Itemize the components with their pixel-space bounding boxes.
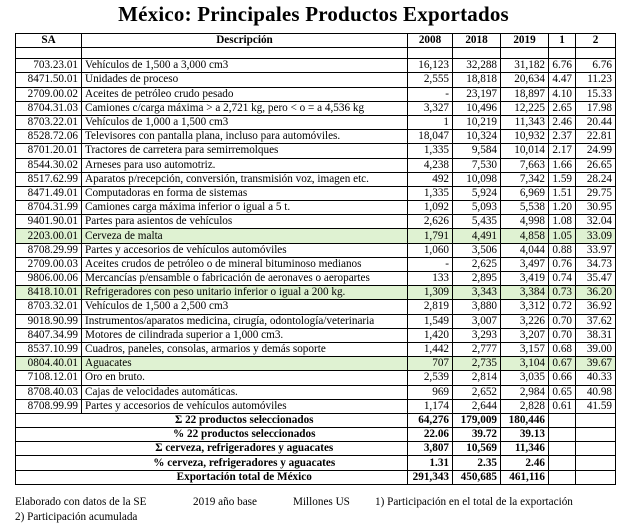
summary-row — [16, 456, 616, 470]
share-cell: 1.59 — [549, 172, 576, 186]
value-2018-cell: 3,293 — [453, 328, 501, 342]
empty-cell — [16, 442, 82, 456]
empty-cell — [576, 470, 616, 484]
description-cell: Vehículos de 1,500 a 3,000 cm3 — [82, 59, 408, 73]
value-2008-cell: 2,626 — [408, 215, 453, 229]
value-2008-cell: 2,555 — [408, 73, 453, 87]
empty-cell — [549, 48, 576, 59]
value-2019-cell: 3,419 — [501, 272, 549, 286]
value-2019-cell: 3,312 — [501, 300, 549, 314]
sa-code-cell: 8708.99.99 — [16, 399, 82, 413]
value-2019-cell: 5,538 — [501, 201, 549, 215]
sa-code-cell: 8704.31.03 — [16, 101, 82, 115]
value-2008-cell: 1,791 — [408, 229, 453, 243]
product-row — [16, 272, 616, 286]
value-2019-cell: 7,342 — [501, 172, 549, 186]
description-cell: Partes y accesorios de vehículos automóviles — [82, 399, 408, 413]
empty-cell — [16, 470, 82, 484]
empty-cell — [576, 413, 616, 427]
summary-2008-cell: 3,807 — [408, 442, 453, 456]
value-2008-cell: 1,174 — [408, 399, 453, 413]
empty-cell — [576, 428, 616, 442]
cumulative-share-cell: 30.95 — [576, 201, 616, 215]
product-row — [16, 286, 616, 300]
cumulative-share-cell: 17.98 — [576, 101, 616, 115]
cumulative-share-cell: 36.92 — [576, 300, 616, 314]
header-descripcion: Descripción — [82, 34, 408, 48]
summary-2019-cell: 2.46 — [501, 456, 549, 470]
summary-2018-cell: 39.72 — [453, 428, 501, 442]
cumulative-share-cell: 24.99 — [576, 144, 616, 158]
cumulative-share-cell: 40.33 — [576, 371, 616, 385]
description-cell: Refrigeradores con peso unitario inferior o igual a 200 kg. — [82, 286, 408, 300]
cumulative-share-cell: 33.09 — [576, 229, 616, 243]
summary-2008-cell: 1.31 — [408, 456, 453, 470]
value-2018-cell: 5,435 — [453, 215, 501, 229]
description-cell: Oro en bruto. — [82, 371, 408, 385]
value-2018-cell: 2,895 — [453, 272, 501, 286]
header-col-2: 2 — [576, 34, 616, 48]
share-cell: 1.51 — [549, 186, 576, 200]
share-cell: 0.68 — [549, 342, 576, 356]
cumulative-share-cell: 36.20 — [576, 286, 616, 300]
value-2018-cell: 7,530 — [453, 158, 501, 172]
share-cell: 0.65 — [549, 385, 576, 399]
share-cell: 1.05 — [549, 229, 576, 243]
value-2018-cell: 10,324 — [453, 130, 501, 144]
product-row — [16, 257, 616, 271]
product-row — [16, 300, 616, 314]
product-row — [16, 59, 616, 73]
summary-2008-cell: 22.06 — [408, 428, 453, 442]
share-cell: 2.37 — [549, 130, 576, 144]
value-2008-cell: 1,442 — [408, 342, 453, 356]
sa-code-cell: 9806.00.06 — [16, 272, 82, 286]
summary-row — [16, 442, 616, 456]
value-2018-cell: 5,924 — [453, 186, 501, 200]
cumulative-share-cell: 37.62 — [576, 314, 616, 328]
empty-cell — [16, 456, 82, 470]
sa-code-cell: 8407.34.99 — [16, 328, 82, 342]
summary-2019-cell: 11,346 — [501, 442, 549, 456]
value-2018-cell: 2,777 — [453, 342, 501, 356]
product-row — [16, 215, 616, 229]
value-2008-cell: - — [408, 87, 453, 101]
value-2018-cell: 10,496 — [453, 101, 501, 115]
summary-2019-cell: 39.13 — [501, 428, 549, 442]
sa-code-cell: 8703.32.01 — [16, 300, 82, 314]
value-2008-cell: 1,309 — [408, 286, 453, 300]
header-2008: 2008 — [408, 34, 453, 48]
sa-code-cell: 8517.62.99 — [16, 172, 82, 186]
sa-code-cell: 8703.22.01 — [16, 115, 82, 129]
share-cell: 1.08 — [549, 215, 576, 229]
share-cell: 1.66 — [549, 158, 576, 172]
value-2008-cell: 16,123 — [408, 59, 453, 73]
value-2019-cell: 2,828 — [501, 399, 549, 413]
share-cell: 4.47 — [549, 73, 576, 87]
footer-base-year: 2019 año base — [193, 496, 258, 508]
header-2019: 2019 — [501, 34, 549, 48]
header-sa: SA — [16, 34, 82, 48]
sa-code-cell: 8471.50.01 — [16, 73, 82, 87]
summary-2018-cell: 10,569 — [453, 442, 501, 456]
share-cell: 0.74 — [549, 272, 576, 286]
summary-2019-cell: 180,446 — [501, 413, 549, 427]
value-2008-cell: 1,549 — [408, 314, 453, 328]
value-2008-cell: 1,335 — [408, 186, 453, 200]
footer-units: Millones US — [293, 496, 350, 508]
value-2018-cell: 3,007 — [453, 314, 501, 328]
exports-table — [15, 33, 616, 485]
description-cell: Tractores de carretera para semirremolques — [82, 144, 408, 158]
value-2019-cell: 11,343 — [501, 115, 549, 129]
share-cell: 0.70 — [549, 328, 576, 342]
description-cell: Vehículos de 1,000 a 1,500 cm3 — [82, 115, 408, 129]
value-2018-cell: 2,644 — [453, 399, 501, 413]
product-row — [16, 186, 616, 200]
cumulative-share-cell: 35.47 — [576, 272, 616, 286]
summary-row — [16, 428, 616, 442]
footer-note-2: 2) Participación acumulada — [15, 511, 138, 523]
empty-cell — [16, 428, 82, 442]
product-row — [16, 172, 616, 186]
cumulative-share-cell: 29.75 — [576, 186, 616, 200]
value-2008-cell: 1,060 — [408, 243, 453, 257]
value-2019-cell: 18,897 — [501, 87, 549, 101]
cumulative-share-cell: 11.23 — [576, 73, 616, 87]
value-2008-cell: 3,327 — [408, 101, 453, 115]
value-2008-cell: 1,420 — [408, 328, 453, 342]
product-row — [16, 101, 616, 115]
cumulative-share-cell: 32.04 — [576, 215, 616, 229]
share-cell: 4.10 — [549, 87, 576, 101]
share-cell: 0.72 — [549, 300, 576, 314]
value-2019-cell: 6,969 — [501, 186, 549, 200]
value-2008-cell: 1,335 — [408, 144, 453, 158]
value-2018-cell: 18,818 — [453, 73, 501, 87]
summary-2008-cell: 291,343 — [408, 470, 453, 484]
share-cell: 2.65 — [549, 101, 576, 115]
sa-code-cell: 2203.00.01 — [16, 229, 82, 243]
value-2008-cell: 18,047 — [408, 130, 453, 144]
empty-cell — [576, 442, 616, 456]
share-cell: 0.88 — [549, 243, 576, 257]
summary-label-cell: % cerveza, refrigeradores y aguacates — [82, 456, 408, 470]
empty-cell — [549, 442, 576, 456]
header-row — [16, 34, 616, 48]
value-2018-cell: 32,288 — [453, 59, 501, 73]
empty-cell — [549, 428, 576, 442]
sa-code-cell: 8708.29.99 — [16, 243, 82, 257]
header-col-1: 1 — [549, 34, 576, 48]
product-row — [16, 201, 616, 215]
value-2019-cell: 12,225 — [501, 101, 549, 115]
share-cell: 0.66 — [549, 371, 576, 385]
description-cell: Instrumentos/aparatos medicina, cirugía, odontología/veterinaria — [82, 314, 408, 328]
summary-2018-cell: 179,009 — [453, 413, 501, 427]
value-2019-cell: 3,207 — [501, 328, 549, 342]
cumulative-share-cell: 39.67 — [576, 357, 616, 371]
empty-cell — [549, 456, 576, 470]
sa-code-cell: 8537.10.99 — [16, 342, 82, 356]
share-cell: 0.70 — [549, 314, 576, 328]
description-cell: Cuadros, paneles, consolas, armarios y demás soporte — [82, 342, 408, 356]
product-row — [16, 314, 616, 328]
summary-2008-cell: 64,276 — [408, 413, 453, 427]
product-row — [16, 229, 616, 243]
value-2018-cell: 23,197 — [453, 87, 501, 101]
description-cell: Aceites de petróleo crudo pesado — [82, 87, 408, 101]
description-cell: Partes para asientos de vehículos — [82, 215, 408, 229]
share-cell: 0.61 — [549, 399, 576, 413]
cumulative-share-cell: 33.97 — [576, 243, 616, 257]
product-row — [16, 115, 616, 129]
product-row — [16, 357, 616, 371]
cumulative-share-cell: 28.24 — [576, 172, 616, 186]
product-row — [16, 385, 616, 399]
value-2008-cell: 4,238 — [408, 158, 453, 172]
sa-code-cell: 8704.31.99 — [16, 201, 82, 215]
value-2008-cell: 133 — [408, 272, 453, 286]
empty-cell — [408, 48, 453, 59]
empty-cell — [16, 48, 82, 59]
value-2019-cell: 3,226 — [501, 314, 549, 328]
empty-cell — [82, 48, 408, 59]
value-2008-cell: 492 — [408, 172, 453, 186]
cumulative-share-cell: 38.31 — [576, 328, 616, 342]
value-2018-cell: 2,735 — [453, 357, 501, 371]
share-cell: 0.67 — [549, 357, 576, 371]
product-row — [16, 328, 616, 342]
summary-2019-cell: 461,116 — [501, 470, 549, 484]
sa-code-cell: 8418.10.01 — [16, 286, 82, 300]
sa-code-cell: 8701.20.01 — [16, 144, 82, 158]
value-2019-cell: 7,663 — [501, 158, 549, 172]
value-2019-cell: 10,014 — [501, 144, 549, 158]
empty-cell — [549, 413, 576, 427]
value-2019-cell: 20,634 — [501, 73, 549, 87]
description-cell: Camiones carga máxima inferior o igual a 5 t. — [82, 201, 408, 215]
empty-cell — [576, 456, 616, 470]
cumulative-share-cell: 15.33 — [576, 87, 616, 101]
summary-label-cell: Σ cerveza, refrigeradores y aguacates — [82, 442, 408, 456]
description-cell: Aceites crudos de petróleo o de mineral bituminoso medianos — [82, 257, 408, 271]
description-cell: Camiones c/carga máxima > a 2,721 kg, pero < o = a 4,536 kg — [82, 101, 408, 115]
value-2018-cell: 3,343 — [453, 286, 501, 300]
summary-row — [16, 470, 616, 484]
share-cell: 0.73 — [549, 286, 576, 300]
sa-code-cell: 2709.00.03 — [16, 257, 82, 271]
description-cell: Motores de cilindrada superior a 1,000 cm3. — [82, 328, 408, 342]
description-cell: Partes y accesorios de vehículos automóviles — [82, 243, 408, 257]
value-2008-cell: 2,819 — [408, 300, 453, 314]
share-cell: 1.20 — [549, 201, 576, 215]
cumulative-share-cell: 26.65 — [576, 158, 616, 172]
value-2019-cell: 31,182 — [501, 59, 549, 73]
description-cell: Arneses para uso automotriz. — [82, 158, 408, 172]
value-2008-cell: - — [408, 257, 453, 271]
product-row — [16, 158, 616, 172]
value-2019-cell: 4,998 — [501, 215, 549, 229]
summary-2018-cell: 450,685 — [453, 470, 501, 484]
product-row — [16, 130, 616, 144]
product-row — [16, 243, 616, 257]
cumulative-share-cell: 22.81 — [576, 130, 616, 144]
summary-row — [16, 413, 616, 427]
description-cell: Aguacates — [82, 357, 408, 371]
empty-cell — [453, 48, 501, 59]
summary-label-cell: % 22 productos seleccionados — [82, 428, 408, 442]
sa-code-cell: 8708.40.03 — [16, 385, 82, 399]
value-2019-cell: 3,157 — [501, 342, 549, 356]
value-2018-cell: 10,098 — [453, 172, 501, 186]
product-row — [16, 87, 616, 101]
description-cell: Computadoras en forma de sistemas — [82, 186, 408, 200]
empty-cell — [501, 48, 549, 59]
product-row — [16, 342, 616, 356]
description-cell: Televisores con pantalla plana, incluso para automóviles. — [82, 130, 408, 144]
description-cell: Mercancías p/ensamble o fabricación de aeronaves o aeropartes — [82, 272, 408, 286]
value-2018-cell: 9,584 — [453, 144, 501, 158]
description-cell: Vehículos de 1,500 a 2,500 cm3 — [82, 300, 408, 314]
empty-cell — [16, 413, 82, 427]
value-2018-cell: 4,491 — [453, 229, 501, 243]
value-2018-cell: 2,814 — [453, 371, 501, 385]
share-cell: 0.76 — [549, 257, 576, 271]
summary-label-cell: Σ 22 productos seleccionados — [82, 413, 408, 427]
value-2018-cell: 2,625 — [453, 257, 501, 271]
value-2018-cell: 10,219 — [453, 115, 501, 129]
value-2019-cell: 3,497 — [501, 257, 549, 271]
cumulative-share-cell: 20.44 — [576, 115, 616, 129]
summary-2018-cell: 2.35 — [453, 456, 501, 470]
value-2019-cell: 3,035 — [501, 371, 549, 385]
value-2019-cell: 3,384 — [501, 286, 549, 300]
sa-code-cell: 8544.30.02 — [16, 158, 82, 172]
value-2018-cell: 2,652 — [453, 385, 501, 399]
sa-code-cell: 7108.12.01 — [16, 371, 82, 385]
value-2018-cell: 3,880 — [453, 300, 501, 314]
page-title: México: Principales Productos Exportados — [118, 2, 509, 26]
value-2008-cell: 1,092 — [408, 201, 453, 215]
cumulative-share-cell: 6.76 — [576, 59, 616, 73]
description-cell: Cajas de velocidades automáticas. — [82, 385, 408, 399]
empty-cell — [576, 48, 616, 59]
product-row — [16, 371, 616, 385]
value-2018-cell: 3,506 — [453, 243, 501, 257]
cumulative-share-cell: 39.00 — [576, 342, 616, 356]
share-cell: 2.17 — [549, 144, 576, 158]
description-cell: Aparatos p/recepción, conversión, transmisión voz, imagen etc. — [82, 172, 408, 186]
description-cell: Unidades de proceso — [82, 73, 408, 87]
description-cell: Cerveza de malta — [82, 229, 408, 243]
product-row — [16, 144, 616, 158]
footer-source: Elaborado con datos de la SE — [15, 496, 147, 508]
product-row — [16, 73, 616, 87]
cumulative-share-cell: 40.98 — [576, 385, 616, 399]
share-cell: 6.76 — [549, 59, 576, 73]
header-2018: 2018 — [453, 34, 501, 48]
value-2019-cell: 3,104 — [501, 357, 549, 371]
sa-code-cell: 8528.72.06 — [16, 130, 82, 144]
summary-label-cell: Exportación total de México — [82, 470, 408, 484]
value-2019-cell: 10,932 — [501, 130, 549, 144]
share-cell: 2.46 — [549, 115, 576, 129]
spacer-row — [16, 48, 616, 59]
footer-note-1: 1) Participación en el total de la exportación — [375, 496, 573, 508]
sa-code-cell: 8471.49.01 — [16, 186, 82, 200]
value-2008-cell: 969 — [408, 385, 453, 399]
value-2008-cell: 1 — [408, 115, 453, 129]
sa-code-cell: 2709.00.02 — [16, 87, 82, 101]
empty-cell — [549, 470, 576, 484]
value-2019-cell: 4,858 — [501, 229, 549, 243]
sa-code-cell: 9401.90.01 — [16, 215, 82, 229]
cumulative-share-cell: 34.73 — [576, 257, 616, 271]
value-2019-cell: 2,984 — [501, 385, 549, 399]
value-2018-cell: 5,093 — [453, 201, 501, 215]
product-row — [16, 399, 616, 413]
sa-code-cell: 0804.40.01 — [16, 357, 82, 371]
sa-code-cell: 703.23.01 — [16, 59, 82, 73]
value-2008-cell: 707 — [408, 357, 453, 371]
cumulative-share-cell: 41.59 — [576, 399, 616, 413]
value-2019-cell: 4,044 — [501, 243, 549, 257]
sa-code-cell: 9018.90.99 — [16, 314, 82, 328]
value-2008-cell: 2,539 — [408, 371, 453, 385]
